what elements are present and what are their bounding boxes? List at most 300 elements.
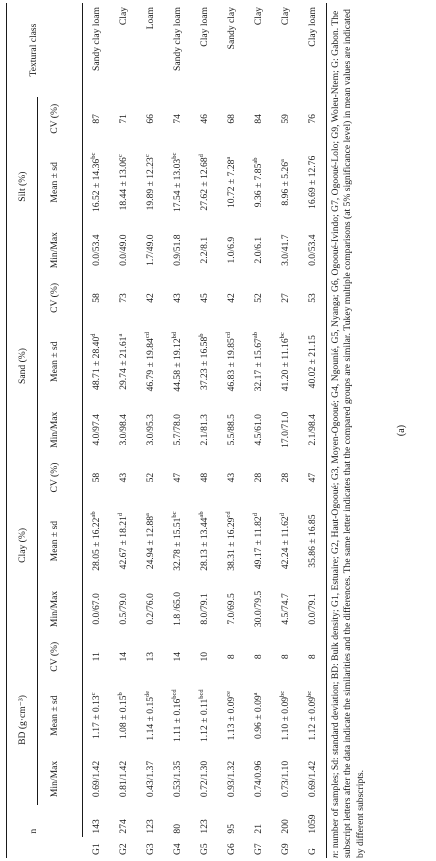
cell-value: 8 xyxy=(280,654,291,660)
cell-bd-cv xyxy=(110,635,137,678)
cell-sand-mean xyxy=(191,320,218,404)
cell-value: 48 xyxy=(199,472,210,483)
cell-bd-mean xyxy=(245,678,272,752)
cell-value: 16.69 ± 12.76 xyxy=(307,155,318,209)
cell-value: 73 xyxy=(118,293,129,303)
cell-value: 52 xyxy=(253,293,264,303)
cell-silt-mm xyxy=(299,224,327,276)
cell-value: 17.54 ± 13.03 xyxy=(172,158,183,213)
cell-value: 1.7/49.0 xyxy=(145,234,156,266)
cell-bd-cv xyxy=(191,635,218,678)
cell-value: 7.0/69.5 xyxy=(226,593,237,625)
cell-clay-mm xyxy=(272,583,299,635)
cell-bd-mean xyxy=(137,678,164,752)
tukey-superscript: cd xyxy=(143,332,151,339)
cell-bd-cv xyxy=(272,635,299,678)
cell-value: 1.12 ± 0.09 xyxy=(307,696,318,741)
cell-value: 47 xyxy=(307,472,318,483)
tukey-superscript: ab xyxy=(89,511,97,518)
header-row-rule xyxy=(60,3,83,858)
cell-value: G4 xyxy=(172,843,183,855)
tukey-superscript: bcd xyxy=(170,689,178,699)
cell-tc xyxy=(272,3,299,97)
cell-clay-mm xyxy=(110,583,137,635)
cell-value: 32.78 ± 15.51 xyxy=(172,517,183,571)
cell-bd-mm xyxy=(218,753,245,805)
cell-value: 14 xyxy=(118,651,129,662)
cell-value: 0.0/53.4 xyxy=(307,234,318,266)
cell-bd-mean xyxy=(164,678,191,752)
tukey-superscript: c xyxy=(143,154,151,158)
tukey-superscript: cd xyxy=(224,332,232,339)
cell-silt-mean xyxy=(245,141,272,225)
header-silt-mean: Mean ± sd xyxy=(49,162,60,203)
cell-value: 14 xyxy=(172,651,183,662)
cell-sand-cv xyxy=(299,276,327,319)
cell-sand-mm xyxy=(272,404,299,456)
cell-silt-cv xyxy=(245,97,272,140)
table-row xyxy=(164,3,191,858)
cell-clay-cv xyxy=(245,456,272,499)
cell-clay-mm xyxy=(245,583,272,635)
cell-bd-mean xyxy=(110,678,137,752)
cell-g xyxy=(110,837,137,858)
cell-value: Sandy clay loam xyxy=(172,7,183,71)
cell-clay-cv xyxy=(137,456,164,499)
cell-n xyxy=(299,805,327,837)
cell-value: 3.0/95.3 xyxy=(145,414,156,446)
tukey-superscript: ab xyxy=(251,157,259,164)
cell-value: G1 xyxy=(90,843,102,855)
cell-value: 0.5/79.0 xyxy=(118,593,129,625)
cell-silt-mean xyxy=(137,141,164,225)
cell-value: 0.53/1.35 xyxy=(172,760,183,798)
tukey-superscript: c xyxy=(89,692,97,696)
tukey-superscript: bcd xyxy=(197,689,205,699)
cell-clay-cv xyxy=(164,456,191,499)
tukey-superscript: ab xyxy=(251,332,259,339)
cell-sand-mm xyxy=(299,404,327,456)
cell-bd-mm xyxy=(83,753,111,805)
cell-value: 5.5/88.5 xyxy=(226,414,237,446)
cell-value: 1.14 ± 0.15 xyxy=(145,696,156,741)
cell-value: Clay loam xyxy=(307,7,318,47)
cell-value: 0.0/79.1 xyxy=(307,593,318,625)
tukey-superscript: b xyxy=(116,692,124,696)
cell-bd-cv xyxy=(299,635,327,678)
cell-sand-mean xyxy=(272,320,299,404)
cell-value: 42 xyxy=(226,293,237,303)
cell-value: 0.0/67.0 xyxy=(91,593,102,625)
tukey-superscript: bc xyxy=(278,690,286,697)
cell-value: 95 xyxy=(226,823,237,834)
cell-bd-mean xyxy=(272,678,299,752)
cell-clay-mean xyxy=(110,499,137,583)
cell-value: 29.74 ± 21.61 xyxy=(118,336,129,390)
cell-value: 66 xyxy=(145,114,156,124)
cell-sand-cv xyxy=(164,276,191,319)
cell-silt-mm xyxy=(137,224,164,276)
cell-value: Clay loam xyxy=(199,7,210,47)
cell-g xyxy=(299,837,327,858)
cell-clay-mean xyxy=(164,499,191,583)
cell-silt-cv xyxy=(164,97,191,140)
cell-n xyxy=(272,805,299,837)
header-sand-cv: CV (%) xyxy=(49,282,60,313)
cell-sand-mm xyxy=(137,404,164,456)
cell-value: 46.79 ± 19.84 xyxy=(145,338,156,392)
cell-silt-mean xyxy=(272,141,299,225)
header-clay-cv: CV (%) xyxy=(49,462,60,493)
cell-value: 16.52 ± 14.36 xyxy=(91,158,102,213)
header-silt-minmax: Min/Max xyxy=(49,232,60,269)
tukey-superscript: a xyxy=(251,692,259,696)
header-row-groups xyxy=(7,3,38,858)
cell-value: Clay xyxy=(118,7,129,26)
cell-value: 1.13 ± 0.09 xyxy=(226,696,237,741)
tukey-superscript: b xyxy=(197,333,205,337)
cell-value: 30.0/79.5 xyxy=(253,590,264,628)
tukey-superscript: d xyxy=(251,513,259,517)
cell-sand-cv xyxy=(218,276,245,319)
tukey-superscript: bc xyxy=(170,511,178,518)
cell-value: 2.1/81.3 xyxy=(199,414,210,446)
cell-silt-mm xyxy=(110,224,137,276)
cell-value: 8 xyxy=(307,654,318,660)
table-row xyxy=(218,3,245,858)
header-clay-minmax: Min/Max xyxy=(49,590,60,628)
cell-tc xyxy=(191,3,218,97)
cell-value: G3 xyxy=(145,843,156,855)
cell-bd-mm xyxy=(137,753,164,805)
cell-value: 35.86 ± 16.85 xyxy=(307,514,318,568)
cell-n xyxy=(164,805,191,837)
tukey-superscript: bd xyxy=(170,331,178,339)
table-row xyxy=(299,3,327,858)
cell-clay-mm xyxy=(191,583,218,635)
tukey-superscript: de xyxy=(143,690,151,697)
table-row xyxy=(245,3,272,858)
tukey-superscript: d xyxy=(116,512,124,517)
cell-n xyxy=(218,805,245,837)
cell-value: G7 xyxy=(253,843,264,855)
cell-n xyxy=(110,805,137,837)
header-bd-cv: CV (%) xyxy=(49,641,60,672)
cell-value: 200 xyxy=(280,819,291,834)
cell-bd-mm xyxy=(245,753,272,805)
cell-clay-cv xyxy=(191,456,218,499)
table-footnote xyxy=(330,6,367,858)
cell-silt-cv xyxy=(191,97,218,140)
cell-silt-mean xyxy=(191,141,218,225)
tukey-superscript: a xyxy=(224,156,232,160)
header-clay-mean: Mean ± sd xyxy=(49,520,60,562)
cell-sand-cv xyxy=(83,276,111,319)
cell-silt-cv xyxy=(218,97,245,140)
cell-value: 1.11 ± 0.16 xyxy=(172,698,183,743)
cell-silt-mm xyxy=(272,224,299,276)
cell-value: 0.69/1.42 xyxy=(307,760,318,798)
cell-value: 43 xyxy=(118,472,129,483)
cell-value: 0.93/1.32 xyxy=(226,760,237,798)
cell-value: 3.0/41.7 xyxy=(280,234,291,266)
cell-value: Loam xyxy=(145,7,156,30)
cell-value: 42 xyxy=(145,293,156,303)
cell-g xyxy=(137,837,164,858)
cell-sand-mm xyxy=(218,404,245,456)
cell-tc xyxy=(218,3,245,97)
tukey-superscript: bc xyxy=(89,152,97,159)
header-bd-mean: Mean ± sd xyxy=(49,695,60,736)
header-n: n xyxy=(7,805,61,837)
cell-value: 44.58 ± 19.12 xyxy=(172,338,183,392)
cell-value: 0.72/1.30 xyxy=(199,760,210,798)
cell-silt-mean xyxy=(299,141,327,225)
header-bd: BD (g·cm⁻³) xyxy=(7,635,38,805)
cell-value: 42.24 ± 11.62 xyxy=(280,516,291,570)
cell-value: 28 xyxy=(280,472,291,483)
cell-value: 3.0/98.4 xyxy=(118,414,129,446)
table-row xyxy=(191,3,218,858)
cell-value: 18.44 ± 13.06 xyxy=(118,157,129,211)
cell-value: 4.0/97.4 xyxy=(91,414,102,446)
cell-value: 28.13 ± 13.44 xyxy=(199,517,210,571)
cell-value: 123 xyxy=(199,819,210,834)
footnote-text: : number of samples; Sd: standard deviation; BD: Bulk density; G1, Estuaire; G2, Haut-Ogooué; G3, Moyen-Ogooué; G4, Ngounié, G5, Nyanga; G6, Ogooué-Ivindo; G7, Ogooué-Lolo; G9, Woleu-Ntem; G: Gabon. The subscript letters after the data indicate the similarities and the differences. The same letter indicates that the compared groups are similar. Tukey multiple comparisons (at 5% significance level) in mean values are indicated by different subscripts. xyxy=(330,9,366,858)
cell-sand-cv xyxy=(137,276,164,319)
cell-value: 1.0/6.9 xyxy=(226,236,237,264)
soil-properties-table xyxy=(6,3,327,858)
tukey-superscript: bc xyxy=(305,690,313,697)
cell-g xyxy=(272,837,299,858)
cell-clay-mean xyxy=(191,499,218,583)
cell-clay-mean xyxy=(299,499,327,583)
tukey-superscript: d xyxy=(278,513,286,517)
cell-value: 13 xyxy=(145,651,156,662)
cell-value: 40.02 ± 21.15 xyxy=(307,335,318,389)
tukey-superscript: ab xyxy=(197,511,205,518)
cell-value: Clay xyxy=(280,7,291,26)
cell-sand-mm xyxy=(191,404,218,456)
cell-value: 21 xyxy=(253,823,264,834)
cell-value: 11 xyxy=(91,652,102,662)
cell-bd-mean xyxy=(218,678,245,752)
cell-value: 4.5/74.7 xyxy=(280,593,291,625)
cell-sand-mean xyxy=(164,320,191,404)
cell-value: 0.74/0.96 xyxy=(253,760,264,798)
table-row xyxy=(137,3,164,858)
cell-clay-cv xyxy=(83,456,111,499)
cell-value: 32.17 ± 15.67 xyxy=(253,338,264,392)
cell-clay-cv xyxy=(299,456,327,499)
cell-sand-mean xyxy=(110,320,137,404)
cell-tc xyxy=(245,3,272,97)
cell-silt-cv xyxy=(110,97,137,140)
cell-sand-mean xyxy=(299,320,327,404)
cell-value: 46 xyxy=(199,114,210,124)
cell-value: Sandy clay xyxy=(226,7,237,50)
cell-tc xyxy=(110,3,137,97)
cell-value: 2.0/6.1 xyxy=(253,236,264,264)
cell-value: 0.81/1.42 xyxy=(118,760,129,798)
cell-value: 59 xyxy=(280,114,291,124)
header-silt-cv: CV (%) xyxy=(49,103,60,134)
tukey-superscript: bc xyxy=(278,332,286,339)
header-silt: Silt (%) xyxy=(7,97,38,276)
cell-value: 0.0/53.4 xyxy=(91,234,102,266)
cell-silt-cv xyxy=(272,97,299,140)
cell-value: 52 xyxy=(145,472,156,483)
cell-value: 5.7/78.0 xyxy=(172,414,183,446)
cell-tc xyxy=(137,3,164,97)
cell-value: 0.69/1.42 xyxy=(91,760,102,798)
cell-value: 27 xyxy=(280,293,291,303)
cell-sand-mean xyxy=(137,320,164,404)
cell-sand-cv xyxy=(272,276,299,319)
cell-value: 27.62 ± 12.68 xyxy=(199,157,210,211)
cell-n xyxy=(191,805,218,837)
cell-bd-cv xyxy=(218,635,245,678)
cell-value: 58 xyxy=(91,293,102,303)
cell-tc xyxy=(299,3,327,97)
cell-value: 1.08 ± 0.15 xyxy=(118,695,129,740)
header-row-sub xyxy=(38,3,61,858)
cell-value: G6 xyxy=(226,843,237,855)
cell-clay-mm xyxy=(218,583,245,635)
cell-bd-mm xyxy=(299,753,327,805)
cell-value: 1.17 ± 0.13 xyxy=(91,695,102,739)
header-sand-minmax: Min/Max xyxy=(49,411,60,448)
footnote-n-symbol: n xyxy=(330,853,341,858)
cell-sand-mm xyxy=(83,404,111,456)
cell-value: 53 xyxy=(307,293,318,303)
cell-clay-mm xyxy=(299,583,327,635)
cell-value: 2.2/8.1 xyxy=(199,236,210,264)
cell-value: G9 xyxy=(280,843,291,855)
cell-value: 45 xyxy=(199,293,210,303)
header-textural-class: Textural class xyxy=(7,3,61,97)
cell-sand-mm xyxy=(110,404,137,456)
tukey-superscript: a xyxy=(278,159,286,162)
tukey-superscript: d xyxy=(197,154,205,158)
cell-value: 1059 xyxy=(307,814,318,834)
header-spacer xyxy=(7,837,83,858)
cell-value: 38.31 ± 16.29 xyxy=(226,517,237,571)
cell-value: 80 xyxy=(172,823,183,834)
tukey-superscript: a xyxy=(116,333,124,337)
cell-value: 123 xyxy=(145,819,156,834)
cell-value: 0.43/1.37 xyxy=(145,760,156,798)
cell-value: 19.89 ± 12.23 xyxy=(145,157,156,211)
cell-clay-mean xyxy=(218,499,245,583)
cell-silt-mm xyxy=(245,224,272,276)
cell-value: 68 xyxy=(226,114,237,124)
cell-bd-mm xyxy=(191,753,218,805)
cell-value: 1.10 ± 0.09 xyxy=(280,696,291,741)
cell-sand-cv xyxy=(110,276,137,319)
cell-value: 274 xyxy=(118,819,129,834)
cell-value: 43 xyxy=(172,293,183,303)
cell-sand-mm xyxy=(245,404,272,456)
cell-silt-mean xyxy=(218,141,245,225)
cell-value: 0.0/49.0 xyxy=(118,234,129,266)
cell-bd-cv xyxy=(245,635,272,678)
cell-silt-mm xyxy=(191,224,218,276)
cell-g xyxy=(245,837,272,858)
cell-bd-cv xyxy=(83,635,111,678)
cell-value: 24.94 ± 12.88 xyxy=(145,515,156,570)
cell-tc xyxy=(83,3,111,97)
tukey-superscript: ce xyxy=(224,690,232,697)
cell-bd-cv xyxy=(137,635,164,678)
cell-value: 46.83 ± 19.85 xyxy=(226,338,237,392)
cell-clay-mean xyxy=(137,499,164,583)
cell-sand-mean xyxy=(245,320,272,404)
cell-n xyxy=(83,805,111,837)
cell-clay-cv xyxy=(272,456,299,499)
panel-label: (a) xyxy=(396,424,407,437)
cell-value: 4.5/61.0 xyxy=(253,414,264,446)
cell-value: 74 xyxy=(172,114,183,124)
tukey-superscript: a xyxy=(143,513,151,516)
cell-g xyxy=(164,837,191,858)
cell-value: 8.0/79.1 xyxy=(199,593,210,625)
cell-n xyxy=(137,805,164,837)
tukey-superscript: cd xyxy=(224,511,232,518)
cell-value: 143 xyxy=(91,819,102,834)
cell-silt-mm xyxy=(218,224,245,276)
header-clay: Clay (%) xyxy=(7,456,38,635)
cell-silt-mm xyxy=(164,224,191,276)
cell-value: 28.05 ± 16.22 xyxy=(91,517,102,571)
cell-sand-cv xyxy=(245,276,272,319)
header-sand-mean: Mean ± sd xyxy=(49,341,60,382)
tukey-superscript: c xyxy=(116,154,124,158)
tukey-superscript: bc xyxy=(170,152,178,159)
cell-silt-mean xyxy=(110,141,137,225)
cell-n xyxy=(245,805,272,837)
cell-value: 10 xyxy=(199,651,210,662)
cell-g xyxy=(218,837,245,858)
cell-value: 1.12 ± 0.11 xyxy=(199,698,210,743)
cell-value: 37.23 ± 16.58 xyxy=(199,336,210,390)
cell-value: 8 xyxy=(253,654,264,660)
cell-clay-cv xyxy=(218,456,245,499)
cell-bd-mean xyxy=(299,678,327,752)
cell-bd-mm xyxy=(272,753,299,805)
cell-value: 2.1/98.4 xyxy=(307,414,318,446)
cell-value: 0.9/51.8 xyxy=(172,234,183,266)
cell-silt-cv xyxy=(299,97,327,140)
cell-clay-mean xyxy=(83,499,111,583)
cell-clay-mean xyxy=(272,499,299,583)
table-row xyxy=(83,3,111,858)
cell-value: 58 xyxy=(91,472,102,483)
cell-value: 42.67 ± 18.21 xyxy=(118,516,129,570)
cell-value: 47 xyxy=(172,472,183,483)
cell-bd-mean xyxy=(191,678,218,752)
cell-bd-mean xyxy=(83,678,111,752)
cell-value: Sandy clay loam xyxy=(91,7,102,71)
cell-g xyxy=(83,837,111,858)
cell-value: 84 xyxy=(253,114,264,124)
cell-value: 17.0/71.0 xyxy=(280,411,291,448)
cell-g xyxy=(191,837,218,858)
cell-silt-cv xyxy=(137,97,164,140)
cell-value: 43 xyxy=(226,472,237,483)
cell-bd-cv xyxy=(164,635,191,678)
cell-value: 49.17 ± 11.82 xyxy=(253,516,264,570)
